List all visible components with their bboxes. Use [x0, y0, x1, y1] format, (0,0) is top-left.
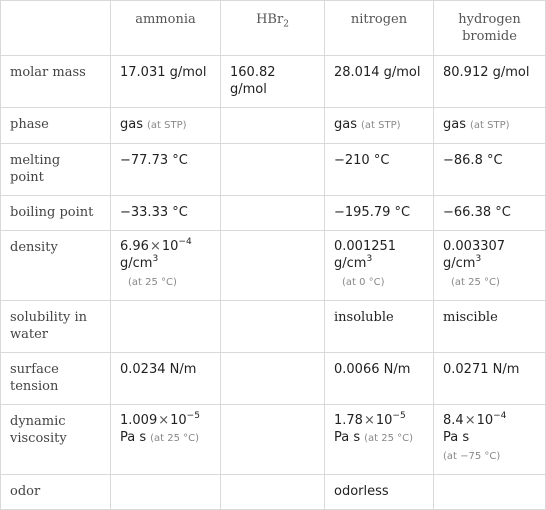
cell-surface-nitrogen: 0.0066 N/m	[325, 353, 434, 405]
cell-solubility-ammonia	[111, 301, 221, 353]
label-melting-point: melting point	[1, 144, 111, 196]
header-hydrogen-bromide: hydrogen bromide	[434, 1, 546, 56]
cell-density-nitrogen: 0.001251 $g/cm^3$ (at 0 °C)	[325, 231, 434, 301]
note-density-hbr: (at 25 °C)	[451, 277, 500, 288]
cell-odor-hbr	[434, 475, 546, 510]
cell-molar-mass-ammonia: 17.031 g/mol	[111, 56, 221, 108]
note-phase-nitrogen: (at STP)	[361, 120, 401, 131]
label-density: density	[1, 231, 111, 301]
note-density-nitrogen: (at 0 °C)	[342, 277, 385, 288]
cell-boiling-nitrogen: −195.79 °C	[325, 196, 434, 231]
cell-odor-ammonia	[111, 475, 221, 510]
cell-odor-hbr2	[221, 475, 325, 510]
note-phase-ammonia: (at STP)	[147, 120, 187, 131]
header-nitrogen: nitrogen	[325, 1, 434, 56]
cell-melting-ammonia: −77.73 °C	[111, 144, 221, 196]
cell-molar-mass-hbr2: 160.82 g/mol	[221, 56, 325, 108]
cell-solubility-hbr: miscible	[434, 301, 546, 353]
header-ammonia: ammonia	[111, 1, 221, 56]
label-surface-tension: surface tension	[1, 353, 111, 405]
row-solubility	[1, 301, 546, 353]
cell-density-hbr: 0.003307 $g/cm^3$ (at 25 °C)	[434, 231, 546, 301]
row-viscosity	[1, 405, 546, 475]
cell-solubility-nitrogen: insoluble	[325, 301, 434, 353]
label-boiling-point: boiling point	[1, 196, 111, 231]
cell-odor-nitrogen: odorless	[325, 475, 434, 510]
cell-viscosity-ammonia: $1.009\times 10^{-5}$ Pa s (at 25 °C)	[111, 405, 221, 475]
cell-surface-hbr2	[221, 353, 325, 405]
cell-molar-mass-hbr: 80.912 g/mol	[434, 56, 546, 108]
label-solubility: solubility in water	[1, 301, 111, 353]
cell-melting-nitrogen: −210 °C	[325, 144, 434, 196]
note-density-ammonia: (at 25 °C)	[128, 277, 177, 288]
cell-melting-hbr: −86.8 °C	[434, 144, 546, 196]
header-row	[1, 1, 546, 56]
cell-molar-mass-nitrogen: 28.014 g/mol	[325, 56, 434, 108]
cell-density-hbr2	[221, 231, 325, 301]
cell-boiling-hbr: −66.38 °C	[434, 196, 546, 231]
cell-solubility-hbr2	[221, 301, 325, 353]
row-boiling-point	[1, 196, 546, 231]
cell-viscosity-hbr: $8.4\times 10^{-4}$ Pa s (at −75 °C)	[434, 405, 546, 475]
note-viscosity-nitrogen: (at 25 °C)	[364, 433, 414, 444]
cell-phase-hbr: gas (at STP)	[434, 108, 546, 144]
header-blank	[1, 1, 111, 56]
row-surface-tension	[1, 353, 546, 405]
cell-density-ammonia: $6.96\times 10^{-4}$ $g/cm^3$ (at 25 °C)	[111, 231, 221, 301]
row-density	[1, 231, 546, 301]
cell-viscosity-nitrogen: $1.78\times 10^{-5}$ Pa s (at 25 °C)	[325, 405, 434, 475]
cell-phase-nitrogen: gas (at STP)	[325, 108, 434, 144]
row-molar-mass	[1, 56, 546, 108]
cell-melting-hbr2	[221, 144, 325, 196]
note-viscosity-ammonia: (at 25 °C)	[150, 433, 200, 444]
cell-surface-ammonia: 0.0234 N/m	[111, 353, 221, 405]
label-odor: odor	[1, 475, 111, 510]
label-phase: phase	[1, 108, 111, 144]
cell-boiling-hbr2	[221, 196, 325, 231]
label-viscosity: dynamic viscosity	[1, 405, 111, 475]
note-viscosity-hbr: (at −75 °C)	[443, 451, 501, 462]
row-phase	[1, 108, 546, 144]
cell-phase-ammonia: gas (at STP)	[111, 108, 221, 144]
header-hbr2: HBr$_2$	[221, 1, 325, 56]
label-molar-mass: molar mass	[1, 56, 111, 108]
row-melting-point	[1, 144, 546, 196]
row-odor	[1, 475, 546, 510]
note-phase-hbr: (at STP)	[470, 120, 510, 131]
cell-viscosity-hbr2	[221, 405, 325, 475]
cell-boiling-ammonia: −33.33 °C	[111, 196, 221, 231]
cell-phase-hbr2	[221, 108, 325, 144]
cell-surface-hbr: 0.0271 N/m	[434, 353, 546, 405]
